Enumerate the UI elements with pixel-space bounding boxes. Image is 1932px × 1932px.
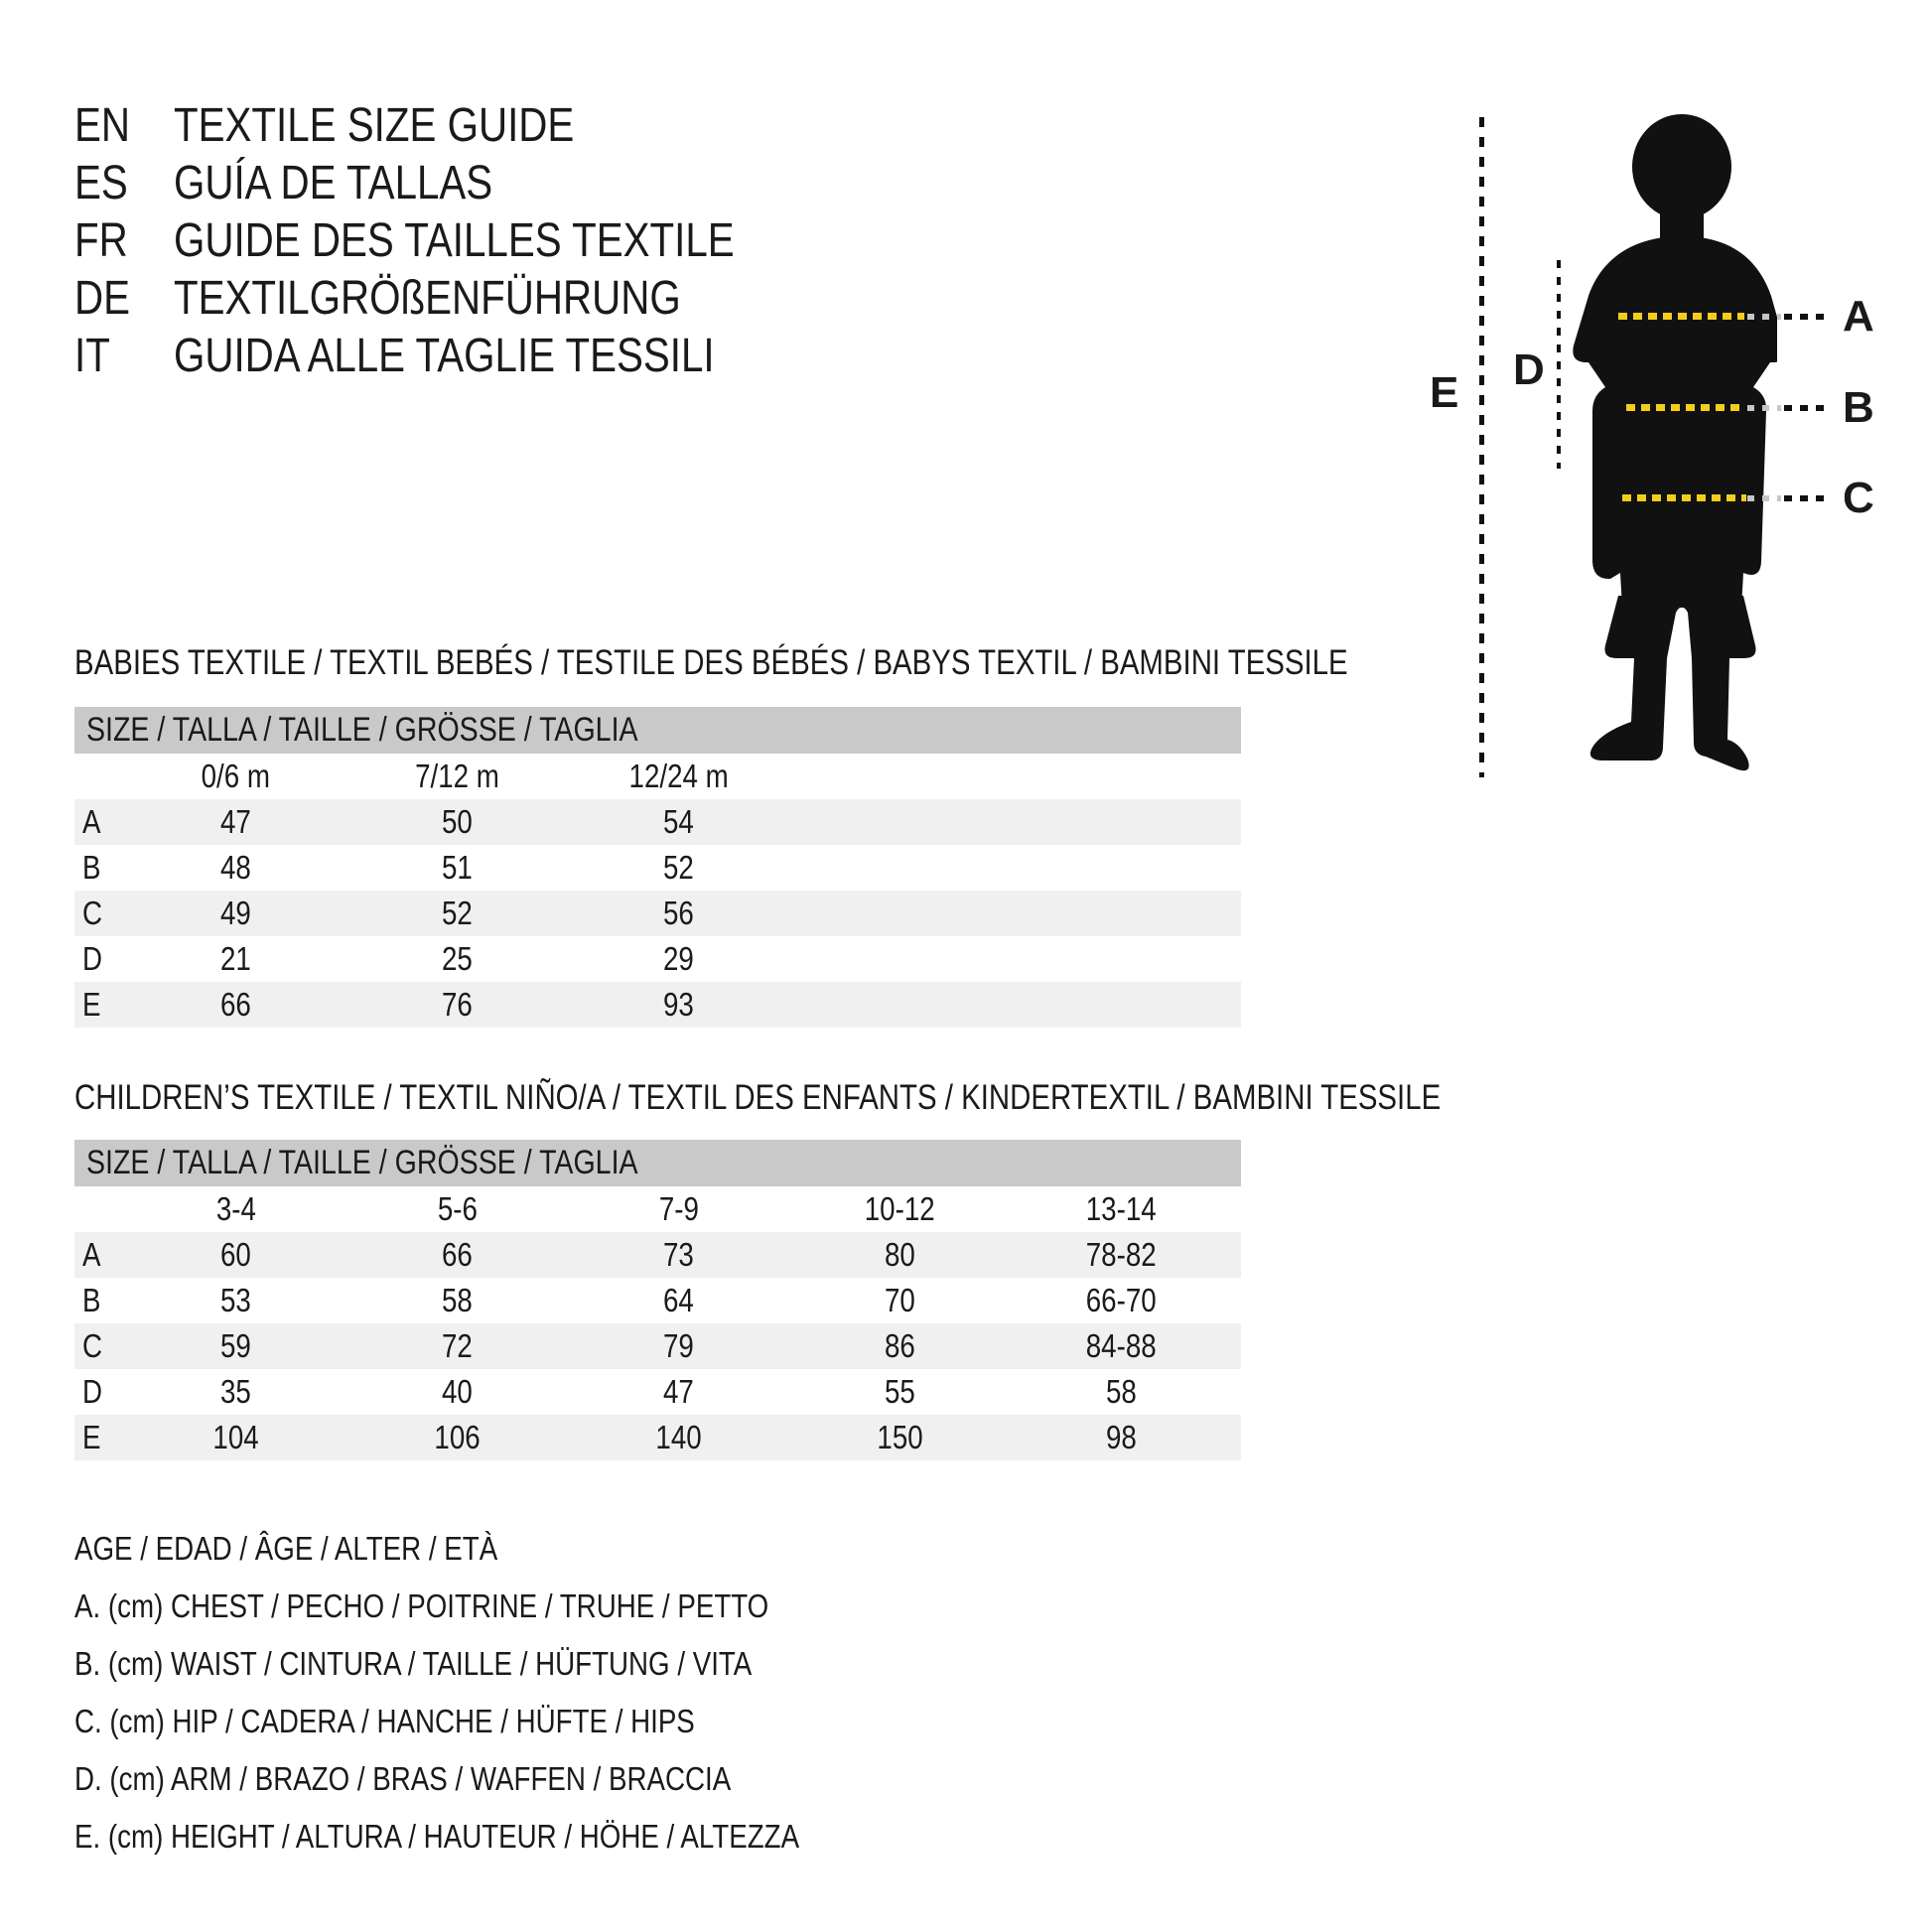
legend-hip: C. (cm) HIP / CADERA / HANCHE / HÜFTE / HIPS	[74, 1703, 695, 1739]
children-size-table	[74, 1140, 1241, 1460]
language-code: FR	[74, 214, 128, 267]
child-silhouette	[1559, 89, 1777, 784]
babies-size-header-text: SIZE / TALLA / TAILLE / GRÖSSE / TAGLIA	[86, 711, 638, 749]
hip-line-c-yellow	[1622, 494, 1746, 501]
language-code: IT	[74, 330, 110, 382]
table-row: E 104 106 140 150 98	[74, 1415, 1241, 1460]
measurement-legend	[74, 1520, 937, 1865]
guide-title-it: GUIDA ALLE TAGLIE TESSILI	[174, 330, 715, 382]
language-code: DE	[74, 272, 131, 325]
language-code: EN	[74, 99, 131, 152]
children-col-13-14: 13-14	[1086, 1190, 1157, 1227]
diagram-label-a: A	[1843, 292, 1874, 341]
babies-col-7-12m: 7/12 m	[415, 758, 499, 794]
row-label: B	[82, 1282, 101, 1318]
table-row: A 47 50 54	[74, 799, 1241, 845]
children-col-7-9: 7-9	[658, 1190, 699, 1227]
row-label: D	[82, 940, 103, 977]
legend-age: AGE / EDAD / ÂGE / ALTER / ETÀ	[74, 1530, 498, 1567]
row-label: E	[82, 1419, 101, 1455]
row-label: E	[82, 986, 101, 1023]
guide-title-es: GUÍA DE TALLAS	[174, 157, 493, 209]
table-row: B 48 51 52	[74, 845, 1241, 891]
children-col-10-12: 10-12	[865, 1190, 935, 1227]
table-row: B 53 58 64 70 66-70	[74, 1278, 1241, 1323]
diagram-label-b: B	[1843, 383, 1874, 432]
legend-arm: D. (cm) ARM / BRAZO / BRAS / WAFFEN / BRACCIA	[74, 1760, 732, 1797]
row-label: B	[82, 849, 101, 886]
waist-line-b-black	[1784, 405, 1832, 411]
babies-size-header-bar	[74, 707, 1241, 754]
guide-title-fr: GUIDE DES TAILLES TEXTILE	[174, 214, 735, 267]
legend-waist: B. (cm) WAIST / CINTURA / TAILLE / HÜFTUNG / VITA	[74, 1645, 753, 1682]
babies-column-header-row	[74, 754, 1241, 799]
diagram-label-d: D	[1513, 345, 1545, 394]
children-size-header-text: SIZE / TALLA / TAILLE / GRÖSSE / TAGLIA	[86, 1144, 638, 1181]
table-row: C 59 72 79 86 84-88	[74, 1323, 1241, 1369]
children-col-3-4: 3-4	[215, 1190, 256, 1227]
chest-line-a-yellow	[1618, 313, 1744, 320]
table-row: A 60 66 73 80 78-82	[74, 1232, 1241, 1278]
hip-line-c-fade	[1747, 495, 1781, 501]
row-label: C	[82, 1327, 103, 1364]
hip-line-c-black	[1784, 495, 1832, 501]
row-label: D	[82, 1373, 103, 1410]
table-row: E 66 76 93	[74, 982, 1241, 1028]
table-row: C 49 52 56	[74, 891, 1241, 936]
guide-title-de: TEXTILGRÖßENFÜHRUNG	[174, 272, 681, 325]
children-column-header-row	[74, 1186, 1241, 1232]
row-label: C	[82, 895, 103, 931]
babies-col-0-6m: 0/6 m	[201, 758, 271, 794]
guide-title-en: TEXTILE SIZE GUIDE	[174, 99, 575, 152]
diagram-label-c: C	[1843, 474, 1874, 522]
waist-line-b-fade	[1747, 405, 1781, 411]
chest-line-a-black	[1784, 314, 1832, 320]
legend-chest: A. (cm) CHEST / PECHO / POITRINE / TRUHE / PETTO	[74, 1587, 769, 1624]
table-row: D 21 25 29	[74, 936, 1241, 982]
row-label: A	[82, 803, 101, 840]
legend-height: E. (cm) HEIGHT / ALTURA / HAUTEUR / HÖHE / ALTEZZA	[74, 1818, 800, 1855]
babies-size-table	[74, 707, 1241, 1028]
children-heading-text: CHILDREN’S TEXTILE / TEXTIL NIÑO/A / TEXTIL DES ENFANTS / KINDERTEXTIL / BAMBINI TESSILE	[74, 1078, 1442, 1117]
children-section-heading	[74, 1078, 1701, 1118]
babies-heading-text: BABIES TEXTILE / TEXTIL BEBÉS / TESTILE DES BÉBÉS / BABYS TEXTIL / BAMBINI TESSILE	[74, 643, 1348, 682]
children-col-5-6: 5-6	[437, 1190, 478, 1227]
row-label: A	[82, 1236, 101, 1273]
waist-line-b-yellow	[1626, 404, 1740, 411]
diagram-label-e: E	[1430, 368, 1459, 417]
table-row: D 35 40 47 55 58	[74, 1369, 1241, 1415]
language-code: ES	[74, 157, 128, 209]
children-size-header-bar	[74, 1140, 1241, 1186]
babies-section-heading	[74, 643, 1590, 683]
babies-col-12-24m: 12/24 m	[628, 758, 729, 794]
chest-line-a-fade	[1747, 314, 1781, 320]
